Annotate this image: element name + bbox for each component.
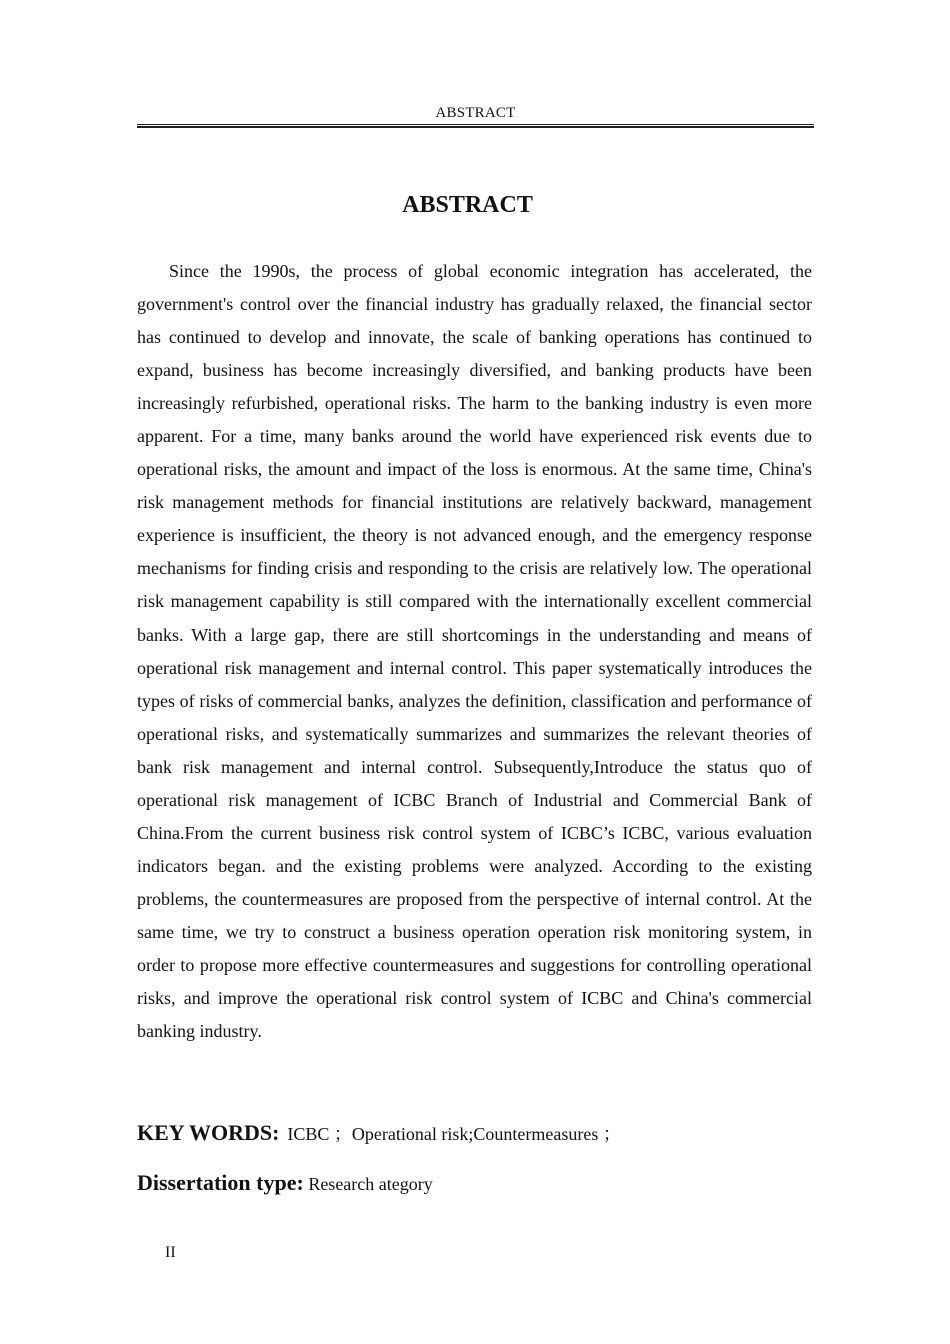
dissertation-type-label: Dissertation type: bbox=[137, 1170, 304, 1195]
header-rule-thin bbox=[137, 124, 814, 125]
abstract-body: Since the 1990s, the process of global economic integration has accelerated, the government's control over the financial industry has gradually relaxed, the financial sector has continued to develop and innovate, the scale of banking operations has continued to expand, business has become increasingly diversified, and banking products have been increasingly refurbished, operational risks. The harm to the banking industry is even more apparent. For a time, many banks around the world have experienced risk events due to operational risks, the amount and impact of the loss is enormous. At the same time, China's risk management methods for financial institutions are relatively backward, management experience is insufficient, the theory is not advanced enough, and the emergency response mechanisms for finding crisis and responding to the crisis are relatively low. The operational risk management capability is still compared with the internationally excellent commercial banks. With a large gap, there are still shortcomings in the understanding and means of operational risk management and internal control. This paper systematically introduces the types of risks of commercial banks, analyzes the definition, classification and performance of operational risks, and systematically summarizes and summarizes the relevant theories of bank risk management and internal control. Subsequently,Introduce the status quo of operational risk management of ICBC Branch of Industrial and Commercial Bank of China.From the current business risk control system of ICBC’s ICBC, various evaluation indicators began. and the existing problems were analyzed. According to the existing problems, the countermeasures are proposed from the perspective of internal control. At the same time, we try to construct a business operation operation risk monitoring system, in order to propose more effective countermeasures and suggestions for controlling operational risks, and improve the operational risk control system of ICBC and China's commercial banking industry. bbox=[137, 261, 812, 1042]
dissertation-type-line bbox=[137, 1168, 812, 1199]
header-rule-thick bbox=[137, 126, 814, 128]
running-header: ABSTRACT bbox=[435, 105, 516, 121]
abstract-title: ABSTRACT bbox=[402, 192, 533, 218]
keywords-line bbox=[137, 1118, 812, 1149]
keywords-label: KEY WORDS: bbox=[137, 1120, 280, 1145]
page-number: II bbox=[165, 1244, 176, 1261]
keywords-value: ICBC ；Operational risk;Countermeasures ； bbox=[287, 1124, 621, 1144]
dissertation-type-value: Research ategory bbox=[308, 1174, 433, 1194]
